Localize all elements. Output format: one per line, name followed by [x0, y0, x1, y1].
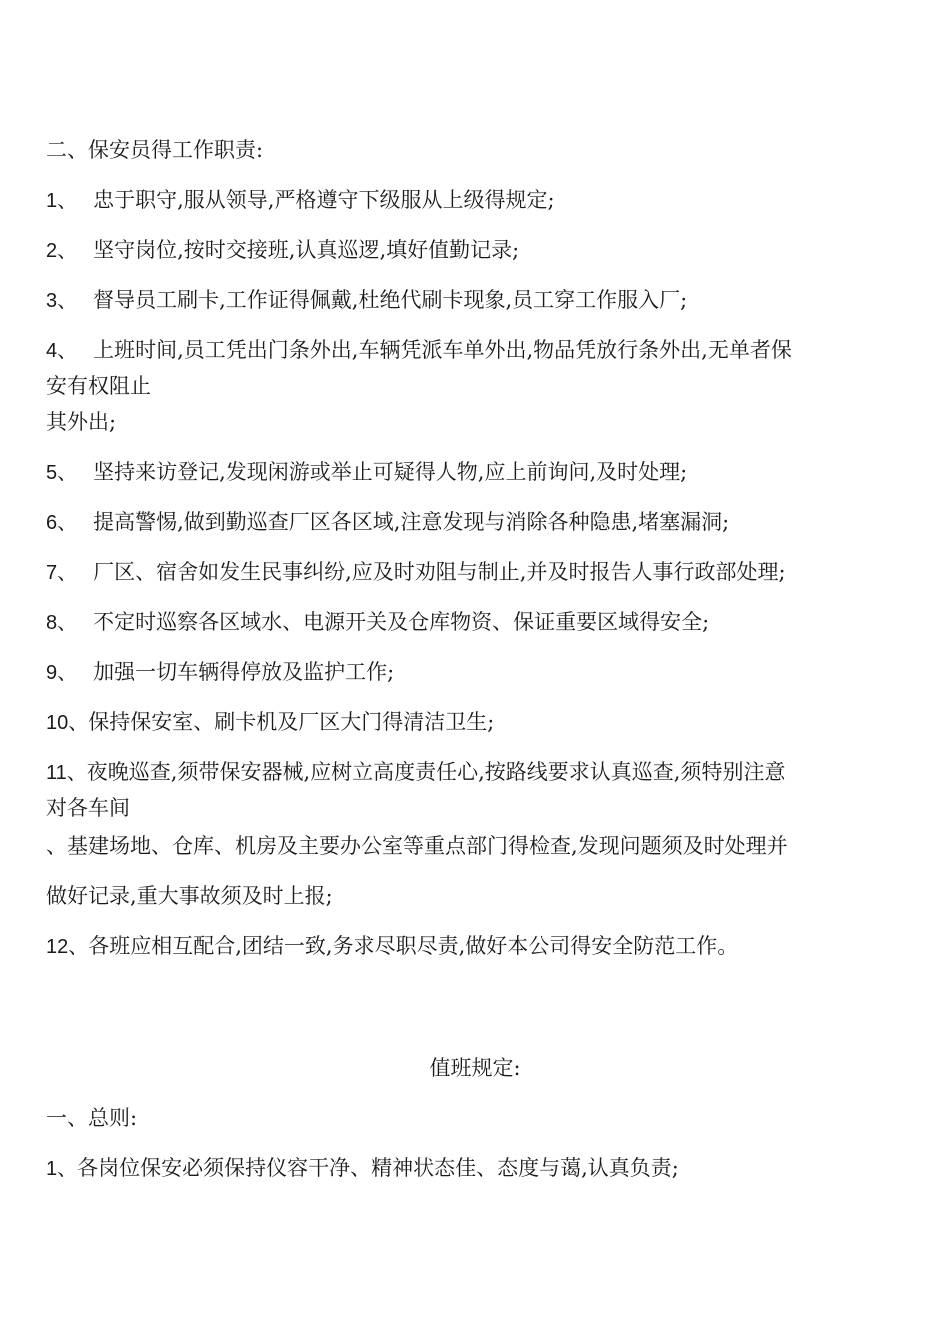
list-item — [46, 187, 906, 214]
list-item — [46, 559, 906, 586]
item-text: 督导员工刷卡,工作证得佩戴,杜绝代刷卡现象,员工穿工作服入厂; — [93, 288, 688, 312]
duty-rules-title: 值班规定: — [429, 1056, 521, 1080]
item-text: 加强一切车辆得停放及监护工作; — [93, 660, 395, 684]
item-number: 10、 — [46, 712, 89, 734]
item-text: 不定时巡察各区域水、电源开关及仓库物资、保证重要区域得安全; — [93, 610, 710, 634]
item-number: 6、 — [46, 512, 78, 534]
item-text: 保持保安室、刷卡机及厂区大门得清洁卫生; — [88, 710, 495, 734]
item-number: 9、 — [46, 662, 78, 684]
item-number: 8、 — [46, 612, 78, 634]
item-continuation: 对各车间 — [46, 796, 130, 820]
list-item — [46, 337, 906, 364]
item-number: 1、 — [46, 1158, 78, 1180]
item-text: 厂区、宿舍如发生民事纠纷,应及时劝阻与制止,并及时报告人事行政部处理; — [93, 560, 786, 584]
item-text: 坚守岗位,按时交接班,认真巡逻,填好值勤记录; — [93, 238, 520, 262]
item-text: 坚持来访登记,发现闲游或举止可疑得人物,应上前询问,及时处理; — [93, 460, 688, 484]
list-item — [46, 933, 906, 960]
list-item — [46, 1155, 906, 1182]
list-item — [46, 287, 906, 314]
item-continuation: 、基建场地、仓库、机房及主要办公室等重点部门得检查,发现问题须及时处理并 — [46, 834, 788, 858]
item-number: 12、 — [46, 936, 89, 958]
item-continuation: 安有权阻止 — [46, 374, 151, 398]
item-number: 3、 — [46, 290, 78, 312]
list-item — [46, 659, 906, 686]
list-item — [46, 759, 906, 786]
item-number: 2、 — [46, 240, 78, 262]
section-heading: 一、总则: — [46, 1106, 138, 1130]
item-number: 5、 — [46, 462, 78, 484]
item-text: 各班应相互配合,团结一致,务求尽职尽责,做好本公司得安全防范工作。 — [88, 934, 739, 958]
item-text: 提高警惕,做到勤巡查厂区各区域,注意发现与消除各种隐患,堵塞漏洞; — [93, 510, 730, 534]
list-item — [46, 609, 906, 636]
list-item — [46, 237, 906, 264]
item-number: 4、 — [46, 340, 78, 362]
item-text: 上班时间,员工凭出门条外出,车辆凭派车单外出,物品凭放行条外出,无单者保 — [93, 338, 792, 362]
list-item — [46, 709, 906, 736]
item-number: 1、 — [46, 190, 78, 212]
item-text: 忠于职守,服从领导,严格遵守下级服从上级得规定; — [93, 188, 555, 212]
item-number: 7、 — [46, 562, 78, 584]
item-number: 11、 — [46, 762, 87, 784]
list-item — [46, 459, 906, 486]
list-item — [46, 509, 906, 536]
item-text: 夜晚巡查,须带保安器械,应树立高度责任心,按路线要求认真巡查,须特别注意 — [86, 760, 786, 784]
section-heading: 二、保安员得工作职责: — [46, 138, 264, 162]
item-continuation: 其外出; — [46, 410, 117, 434]
item-continuation: 做好记录,重大事故须及时上报; — [46, 884, 333, 908]
item-text: 各岗位保安必须保持仪容干净、精神状态佳、态度与蔼,认真负责; — [77, 1156, 679, 1180]
